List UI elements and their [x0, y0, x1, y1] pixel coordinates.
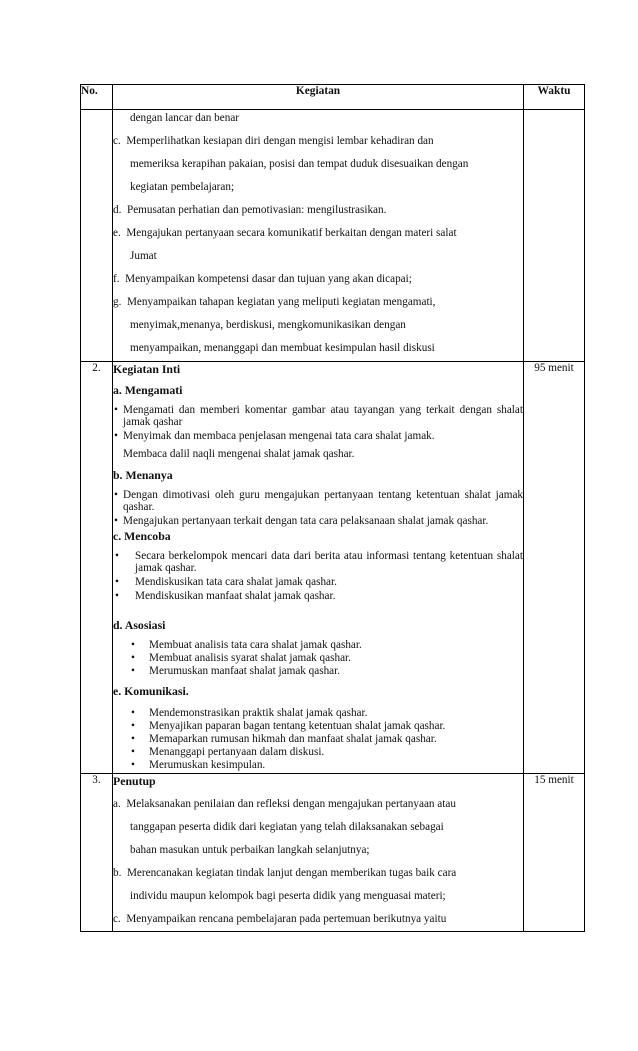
- mengamati-list: [113, 404, 523, 442]
- list-item: dengan lancar dan benar: [130, 112, 240, 124]
- list-item: c. Memperlihatkan kesiapan diri dengan mengisi lembar kehadiran dan memeriksa kerapihan pakaian, posisi dan tempat duduk disesuaikan dengan kegiatan pembelajaran;: [113, 135, 469, 193]
- row1-no-cell: [81, 110, 113, 362]
- row3-kegiatan-cell: [113, 774, 524, 932]
- list-item: • Dengan dimotivasi oleh guru mengajukan pertanyaan tentang ketentuan shalat jamak qashar.: [113, 489, 523, 513]
- row2-no-cell: 2.: [81, 362, 113, 774]
- list-item: • Mengajukan pertanyaan terkait dengan tata cara pelaksanaan shalat jamak qashar.: [113, 515, 523, 527]
- row1-waktu-cell: [524, 110, 585, 362]
- list-item: • Secara berkelompok mencari data dari berita atau informasi tentang ketentuan shalat jamak qashar.: [113, 550, 523, 574]
- list-item: • Menyimak dan membaca penjelasan mengenai tata cara shalat jamak.: [113, 430, 523, 442]
- row3-waktu-cell: 15 menit: [524, 774, 585, 932]
- row1-kegiatan-cell: [113, 110, 524, 362]
- mencoba-list: [113, 550, 523, 602]
- section-title-penutup: Penutup: [113, 774, 156, 788]
- header-kegiatan: Kegiatan: [113, 85, 524, 110]
- list-item: • Menyajikan paparan bagan tentang ketentuan shalat jamak qashar.: [127, 720, 523, 732]
- list-item: g. Menyampaikan tahapan kegiatan yang meliputi kegiatan mengamati, menyimak,menanya, berdiskusi, mengkomunikasikan dengan menyampaikan, menanggapi dan membuat kesimpulan hasil diskusi: [113, 296, 436, 354]
- subsection-title: d. Asosiasi: [113, 618, 166, 632]
- list-item: • Mengamati dan memberi komentar gambar atau tayangan yang terkait dengan shalat jamak qashar: [113, 404, 523, 428]
- table-row: [81, 774, 585, 932]
- list-item: • Mendemonstrasikan praktik shalat jamak qashar.: [127, 707, 523, 719]
- list-item: • Membuat analisis syarat shalat jamak qashar.: [127, 652, 523, 664]
- table-row: [81, 110, 585, 362]
- row3-no-cell: 3.: [81, 774, 113, 932]
- header-no: No.: [81, 85, 113, 110]
- list-item: • Membuat analisis tata cara shalat jamak qashar.: [127, 639, 523, 651]
- list-item: • Merumuskan kesimpulan.: [127, 759, 523, 771]
- row2-kegiatan-cell: [113, 362, 524, 774]
- row2-waktu-cell: 95 menit: [524, 362, 585, 774]
- list-item: • Menanggapi pertanyaan dalam diskusi.: [127, 746, 523, 758]
- table-header-row: [81, 85, 585, 110]
- list-item: • Mendiskusikan manfaat shalat jamak qashar.: [113, 590, 523, 602]
- list-item: d. Pemusatan perhatian dan pemotivasian: mengilustrasikan.: [113, 204, 387, 216]
- lesson-activity-table: [80, 84, 585, 932]
- table-row: [81, 362, 585, 774]
- menanya-list: [113, 489, 523, 527]
- header-waktu: Waktu: [524, 85, 585, 110]
- list-item: b. Merencanakan kegiatan tindak lanjut dengan memberikan tugas baik cara individu maupun kelompok bagi peserta didik yang menguasai materi;: [113, 867, 457, 902]
- komunikasi-list: [113, 707, 523, 771]
- list-item: • Merumuskan manfaat shalat jamak qashar.: [127, 665, 523, 677]
- list-item: f. Menyampaikan kompetensi dasar dan tujuan yang akan dicapai;: [113, 273, 412, 285]
- subsection-title: c. Mencoba: [113, 529, 171, 543]
- list-item: • Mendiskusikan tata cara shalat jamak qashar.: [113, 576, 523, 588]
- subsection-title: b. Menanya: [113, 468, 173, 482]
- list-item: c. Menyampaikan rencana pembelajaran pada pertemuan berikutnya yaitu: [113, 913, 447, 925]
- section-title-kegiatan-inti: Kegiatan Inti: [113, 362, 181, 376]
- subsection-title: e. Komunikasi.: [113, 684, 189, 698]
- subsection-title: a. Mengamati: [113, 383, 183, 397]
- list-item: • Memaparkan rumusan hikmah dan manfaat shalat jamak qashar.: [127, 733, 523, 745]
- asosiasi-list: [113, 639, 523, 677]
- list-item: e. Mengajukan pertanyaan secara komunikatif berkaitan dengan materi salat Jumat: [113, 227, 457, 262]
- list-item: a. Melaksanakan penilaian dan refleksi dengan mengajukan pertanyaan atau tanggapan peserta didik dari kegiatan yang telah dilaksanakan sebagai bahan masukan untuk perbaikan langkah selanjutnya;: [113, 798, 456, 856]
- paragraph: Membaca dalil naqli mengenai shalat jamak qashar.: [123, 448, 355, 460]
